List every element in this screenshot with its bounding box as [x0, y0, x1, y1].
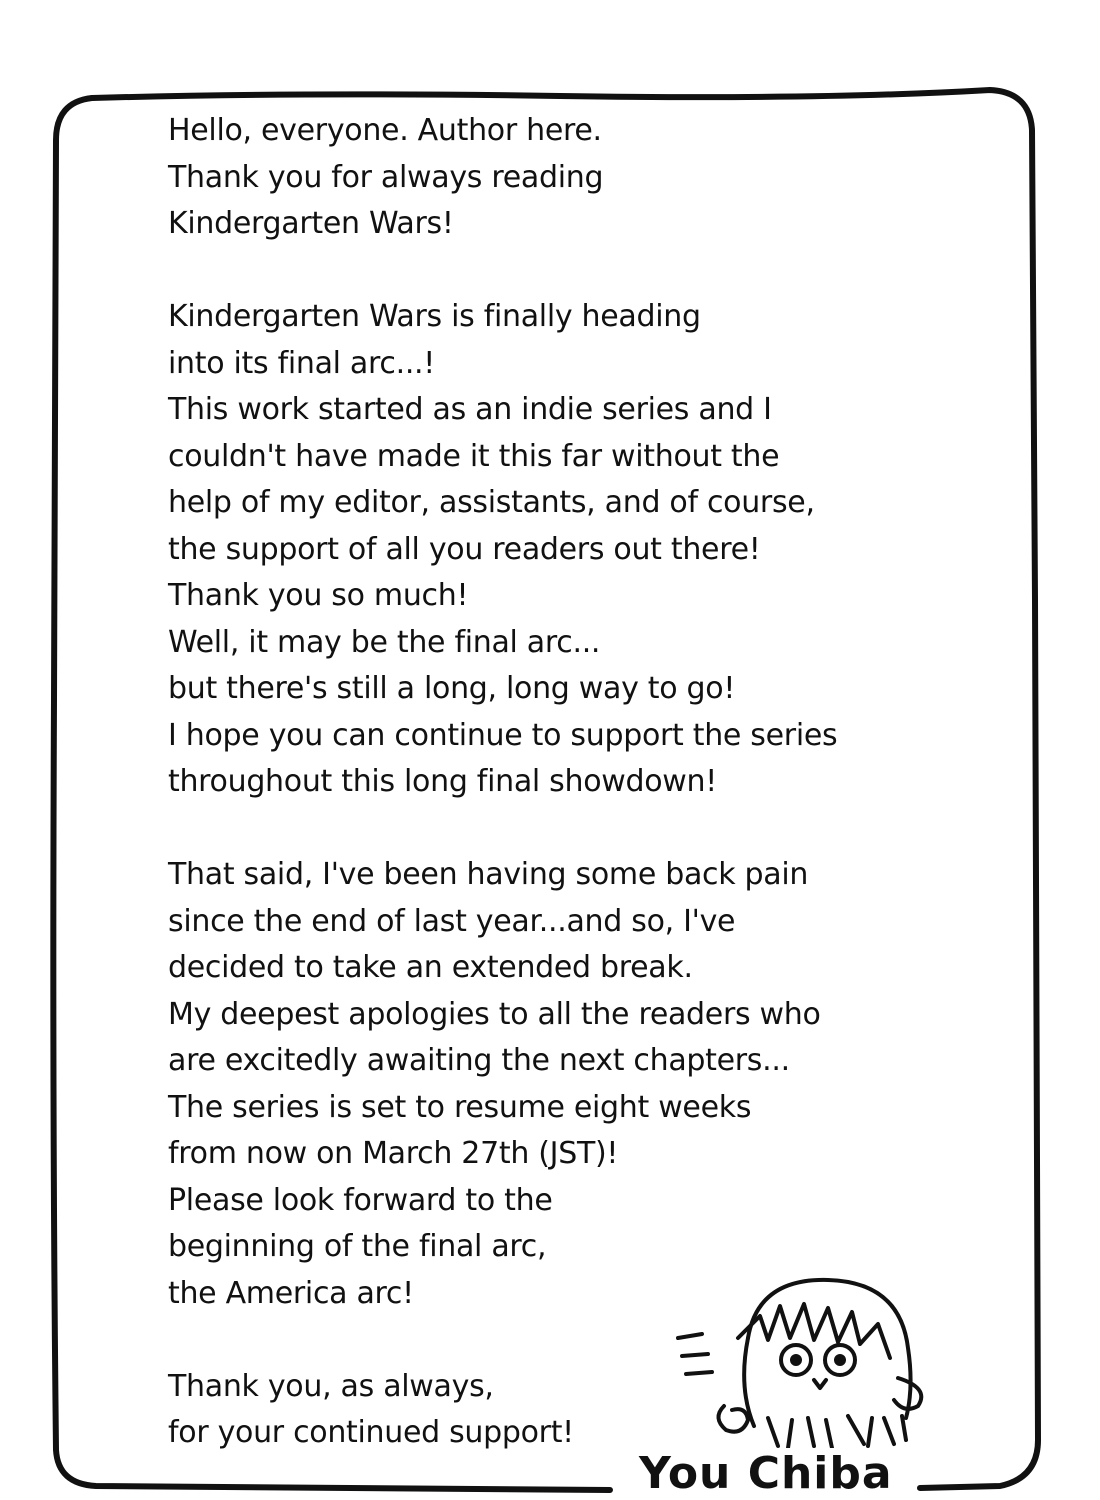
letter-line: Thank you for always reading: [168, 159, 604, 195]
author-chibi-doodle: [668, 1268, 948, 1458]
letter-line: into its final arc...!: [168, 345, 436, 381]
letter-line: Kindergarten Wars is finally heading: [168, 299, 701, 334]
letter-line: That said, I've been having some back pain: [168, 857, 809, 892]
letter-line: are excitedly awaiting the next chapters...: [168, 1043, 790, 1078]
letter-line: My deepest apologies to all the readers who: [168, 996, 821, 1032]
paragraph-gap: [168, 806, 948, 853]
letter-line: Please look forward to the: [168, 1182, 553, 1218]
letter-line: couldn't have made it this far without the: [168, 438, 780, 474]
paragraph-gap: [168, 248, 948, 295]
letter-line: the support of all you readers out there!: [168, 531, 761, 567]
author-signature: You Chiba: [633, 1448, 899, 1500]
letter-line: since the end of last year...and so, I've: [168, 903, 736, 939]
letter-line: the America arc!: [168, 1275, 414, 1311]
letter-line: Thank you, as always,: [168, 1368, 494, 1404]
letter-line: Kindergarten Wars!: [168, 206, 454, 241]
letter-line: Well, it may be the final arc...: [168, 624, 601, 660]
letter-line: The series is set to resume eight weeks: [168, 1089, 752, 1125]
letter-line: Thank you so much!: [168, 578, 469, 613]
letter-line: for your continued support!: [168, 1415, 574, 1450]
letter-line: but there's still a long, long way to go!: [168, 671, 736, 706]
letter-line: beginning of the final arc,: [168, 1229, 547, 1264]
letter-line: throughout this long final showdown!: [168, 764, 717, 799]
letter-line: decided to take an extended break.: [168, 950, 693, 985]
letter-line: I hope you can continue to support the series: [168, 717, 838, 753]
letter-body: [168, 108, 948, 1457]
letter-line: help of my editor, assistants, and of course,: [168, 485, 815, 520]
letter-line: This work started as an indie series and I: [168, 392, 772, 427]
letter-line: from now on March 27th (JST)!: [168, 1136, 619, 1171]
letter-line: Hello, everyone. Author here.: [168, 113, 602, 148]
